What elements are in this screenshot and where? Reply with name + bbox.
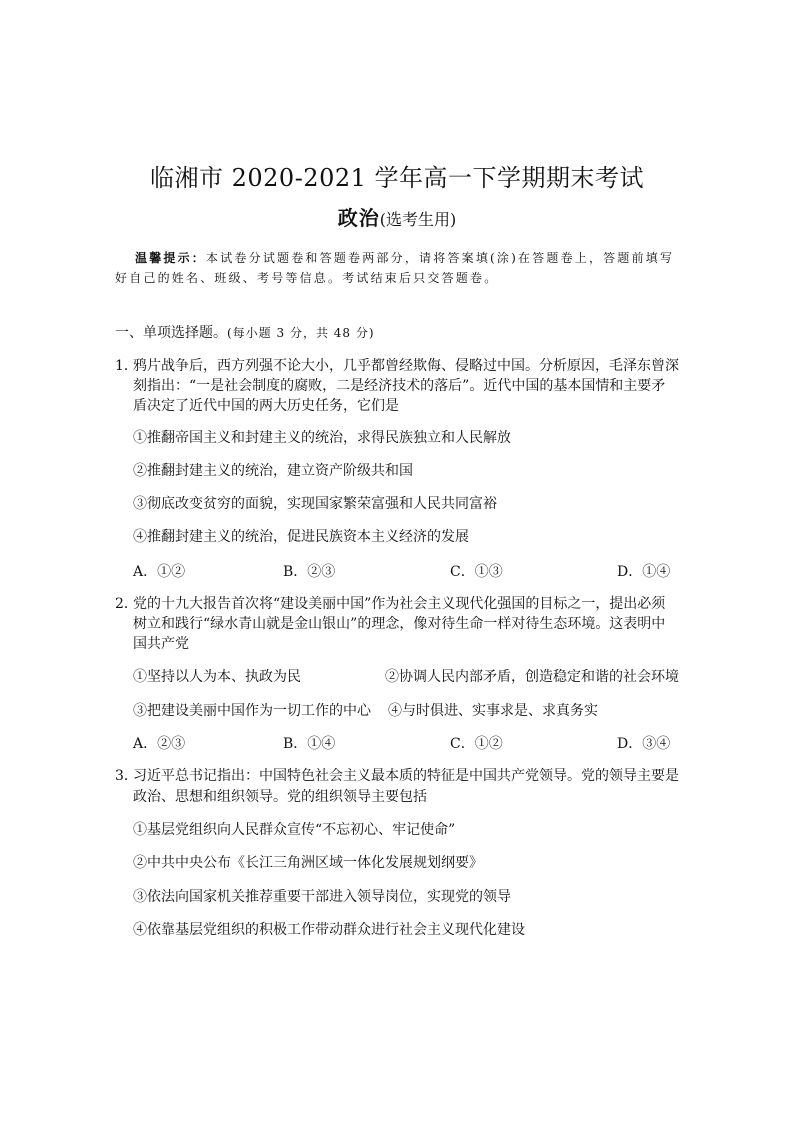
section-title: 一、单项选择题。 bbox=[115, 325, 227, 341]
question-option: ④与时俱进、实事求是、求真务实 bbox=[388, 703, 598, 719]
question-number: 2． bbox=[115, 596, 138, 612]
question-stem-line: 习近平总书记指出：中国特色社会主义最本质的特征是中国共产党领导。党的领导主要是 bbox=[133, 768, 679, 784]
question-stem-line: 鸦片战争后，西方列强不论大小，几乎都曾经欺侮、侵略过中国。分析原因，毛泽东曾深 bbox=[133, 358, 679, 374]
answer-choice-d: D．①④ bbox=[617, 564, 671, 580]
section-heading bbox=[115, 323, 375, 343]
question-stem-line: 树立和践行“绿水青山就是金山银山”的理念，像对待生命一样对待生态环境。这表明中 bbox=[133, 616, 666, 632]
question-stem-line: 刻指出：“一是社会制度的腐败，二是经济技术的落后”。近代中国的基本国情和主要矛 bbox=[133, 378, 666, 394]
answer-choice-b: B．②③ bbox=[283, 564, 336, 580]
question-option: ①推翻帝国主义和封建主义的统治，求得民族独立和人民解放 bbox=[133, 430, 511, 446]
question-option: ③彻底改变贫穷的面貌，实现国家繁荣富强和人民共同富裕 bbox=[133, 496, 497, 512]
notice-line-1 bbox=[135, 249, 674, 267]
subject-note: (选考生用) bbox=[379, 210, 457, 229]
notice-text-1: 本试卷分试题卷和答题卷两部分，请将答案填(涂)在答题卷上，答题前填写 bbox=[206, 251, 675, 265]
answer-choice-c: C．①③ bbox=[450, 564, 503, 580]
notice-line-2: 好自己的姓名、班级、考号等信息。考试结束后只交答题卷。 bbox=[115, 271, 499, 285]
answer-choice-d: D．③④ bbox=[617, 736, 671, 752]
answer-choice-b: B．①④ bbox=[283, 736, 336, 752]
exam-title: 临湘市 2020-2021 学年高一下学期期末考试 bbox=[149, 164, 645, 192]
answer-choice-c: C．①② bbox=[450, 736, 503, 752]
subject-name: 政治 bbox=[337, 206, 380, 230]
question-stem-line: 政治、思想和组织领导。党的组织领导主要包括 bbox=[133, 789, 427, 805]
question-number: 3． bbox=[115, 768, 138, 784]
answer-choice-a: A．①② bbox=[133, 564, 186, 580]
question-option: ④推翻封建主义的统治，促进民族资本主义经济的发展 bbox=[133, 529, 469, 545]
question-number: 1． bbox=[115, 358, 138, 374]
question-option: ①基层党组织向人民群众宣传“不忘初心、牢记使命” bbox=[133, 822, 456, 838]
exam-subtitle bbox=[0, 206, 794, 232]
notice-label: 温馨提示： bbox=[135, 251, 207, 265]
question-stem-line: 党的十九大报告首次将“建设美丽中国”作为社会主义现代化强国的目标之一，提出必须 bbox=[133, 596, 666, 612]
question-option: ④依靠基层党组织的积极工作带动群众进行社会主义现代化建设 bbox=[133, 922, 525, 938]
question-option: ③依法向国家机关推荐重要干部进入领导岗位，实现党的领导 bbox=[133, 889, 511, 905]
question-option: ①坚持以人为本、执政为民 bbox=[133, 669, 301, 685]
question-stem-line: 国共产党 bbox=[133, 636, 189, 652]
question-option: ②协调人民内部矛盾，创造稳定和谐的社会环境 bbox=[385, 669, 679, 685]
section-note: (每小题 3 分，共 48 分) bbox=[227, 326, 375, 340]
question-stem-line: 盾决定了近代中国的两大历史任务，它们是 bbox=[133, 398, 399, 414]
question-option: ③把建设美丽中国作为一切工作的中心 bbox=[133, 703, 371, 719]
answer-choice-a: A．②③ bbox=[133, 736, 186, 752]
question-option: ②中共中央公布《长江三角洲区域一体化发展规划纲要》 bbox=[133, 855, 483, 871]
question-option: ②推翻封建主义的统治，建立资产阶级共和国 bbox=[133, 463, 413, 479]
